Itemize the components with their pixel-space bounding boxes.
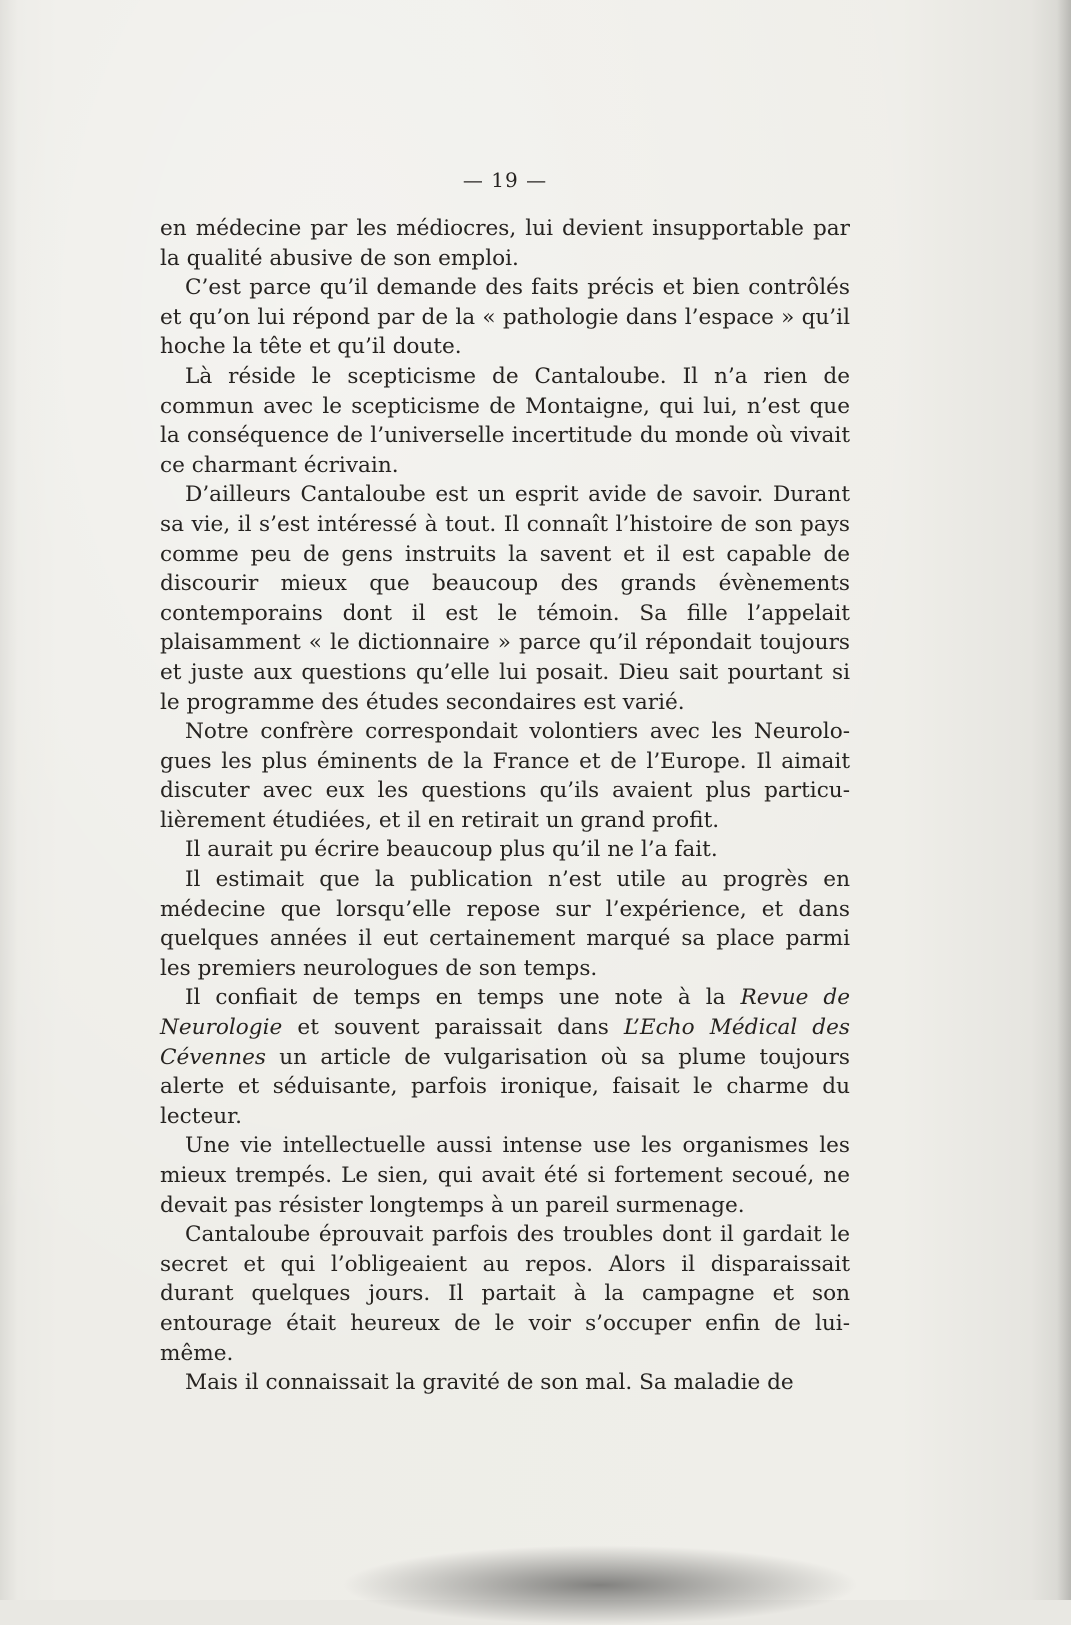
paragraph: D’ailleurs Cantaloube est un esprit avide de savoir. Durant sa vie, il s’est intéressé à tout. Il connaît l’histoire de son pays comme peu de gens instruits la savent et il est capable de discourir mieux que beaucoup des grands évènements contemporains dont il est le témoin. Sa fille l’appelait plaisamment « le dictionnaire » parce qu’il répondait toujours et juste aux questions qu’elle lui posait. Dieu sait pourtant si le programme des études secondaires est varié. (160, 482, 850, 715)
paragraph-with-citations (160, 983, 850, 1131)
text-column (160, 168, 850, 1398)
paragraph: Notre confrère correspondait volontiers avec les Neurologues les plus éminents de la France et de l’Europe. Il aimait discuter avec eux les questions qu’ils avaient plus particulièrement étudiées, et il en retirait un grand profit. (160, 719, 850, 833)
paragraph-text: un article de vulgarisation où sa plume toujours alerte et séduisante, parfois ironique, faisait le charme du lecteur. (160, 1044, 850, 1129)
paragraph-text: et souvent paraissait dans (282, 1015, 624, 1041)
ink-smudge (340, 1545, 860, 1625)
journal-title: L’Echo Médical des Cévennes (160, 1015, 850, 1070)
page-number: — 19 — (462, 168, 548, 192)
journal-title: Revue de Neurologie (160, 985, 851, 1041)
page-edge-shadow (1057, 0, 1071, 1600)
paragraph: Il aurait pu écrire beaucoup plus qu’il ne l’a fait. (185, 837, 718, 863)
paragraph: Une vie intellectuelle aussi intense use les organismes les mieux trempés. Le sien, qui avait été si fortement secoué, ne devait pas résister longtemps à un pareil surmenage. (160, 1133, 850, 1218)
paragraph: C’est parce qu’il demande des faits précis et bien contrôlés et qu’on lui répond par de la « pathologie dans l’espace » qu’il hoche la tête et qu’il doute. (160, 275, 850, 360)
paragraph: Mais il connaissait la gravité de son mal. Sa maladie de (185, 1370, 794, 1396)
paragraph-text: Il confiait de temps en temps une note à la (185, 985, 741, 1011)
paragraph: en médecine par les médiocres, lui devient insupportable par la qualité abusive de son emploi. (160, 216, 850, 271)
paragraph: Cantaloube éprouvait parfois des troubles dont il gardait le secret et qui l’obligeaient au repos. Alors il disparaissait durant quelques jours. Il partait à la campagne et son entourage était heureux de le voir s’occuper enfin de luimême. (160, 1222, 850, 1366)
paragraph: Là réside le scepticisme de Cantaloube. Il n’a rien de commun avec le scepticisme de Montaigne, qui lui, n’est que la conséquence de l’universelle incertitude du monde où vivait ce charmant écrivain. (160, 363, 850, 478)
paragraph: Il estimait que la publication n’est utile au progrès en médecine que lorsqu’elle repose sur l’expérience, et dans quelques années il eut certainement marqué sa place parmi les premiers neurologues de son temps. (160, 867, 850, 981)
